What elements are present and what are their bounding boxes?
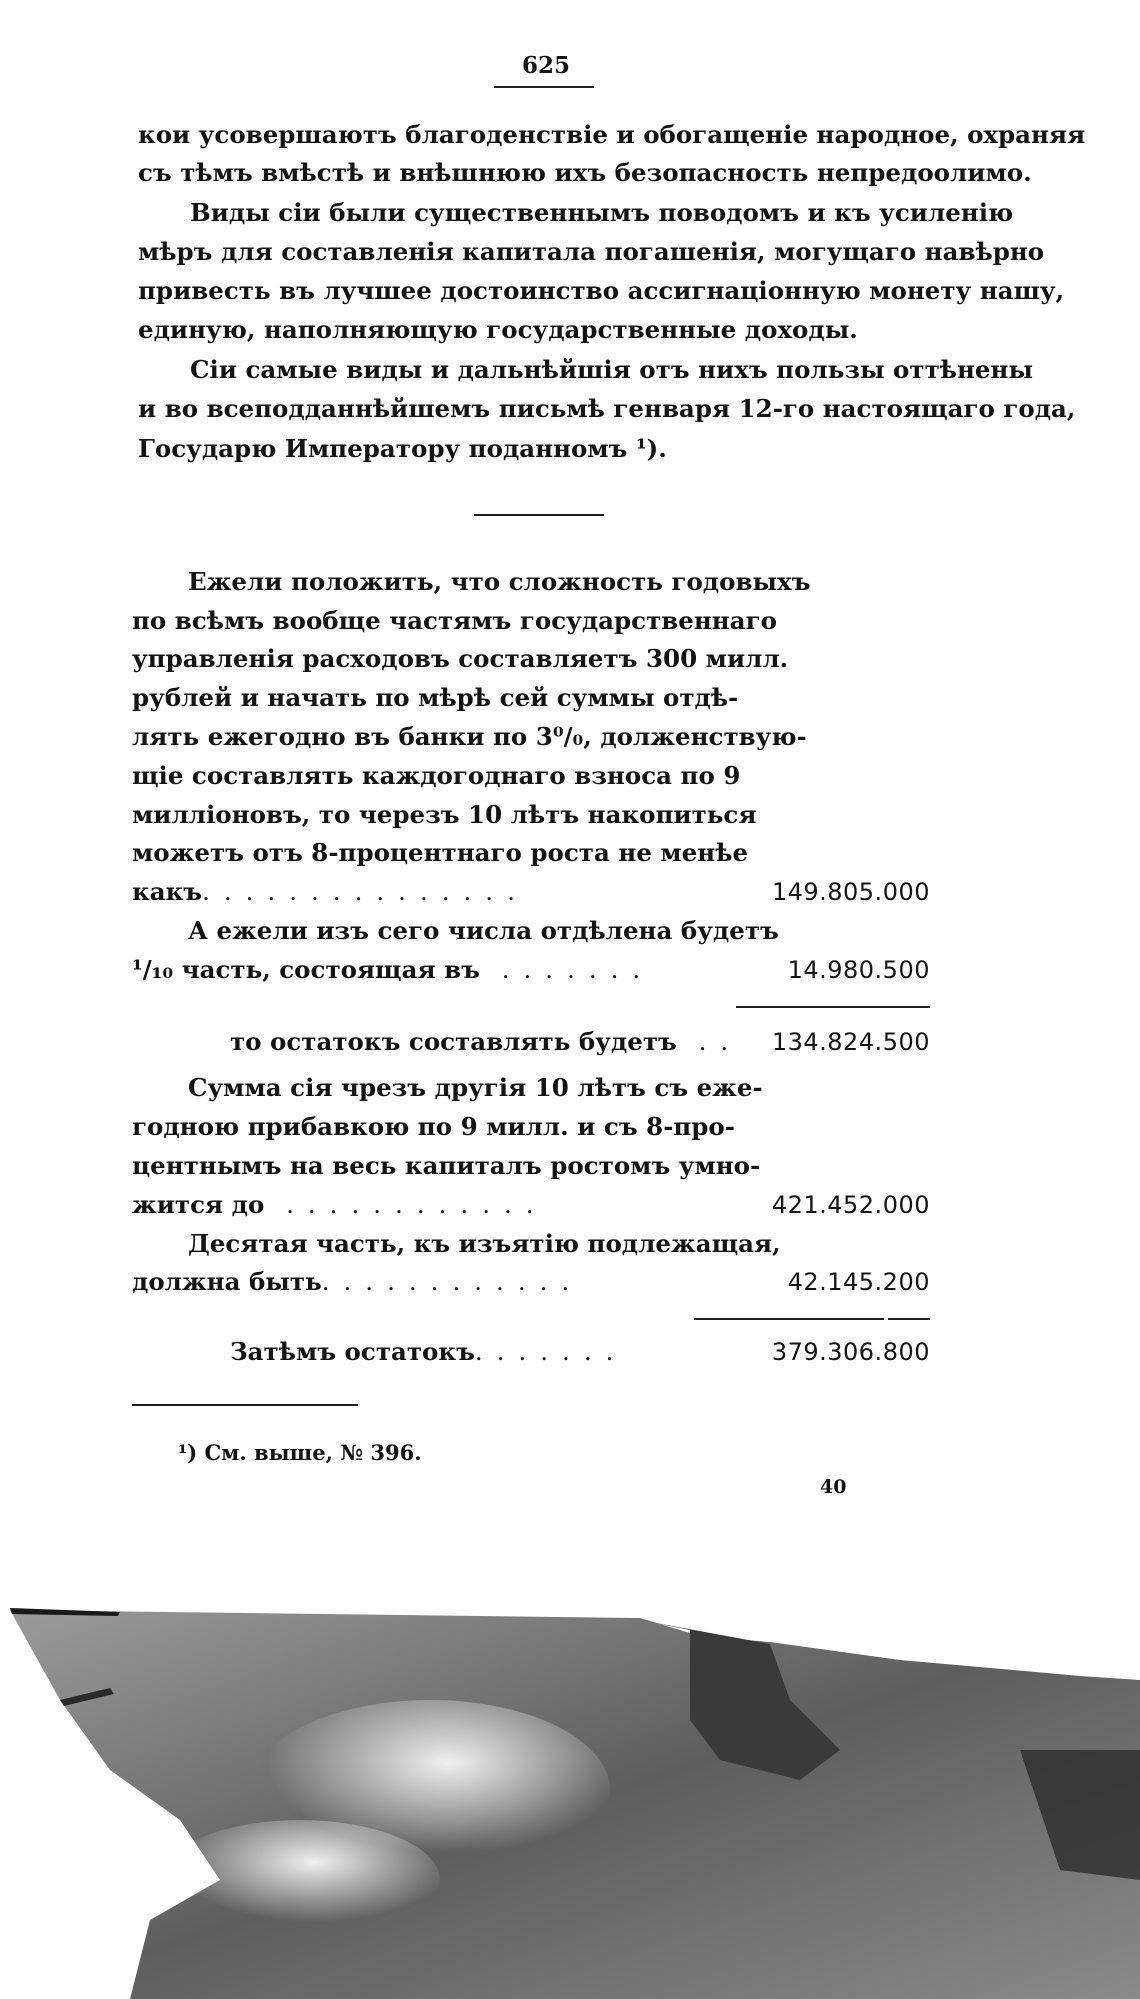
amount-2: 14.980.500 <box>787 956 930 984</box>
amount-4: 421.452.000 <box>771 1191 930 1219</box>
sheet-signature-mark: 40 <box>820 1476 847 1498</box>
calc-1-line-5: лять ежегодно въ банки по 3⁰/₀, долженствую- <box>132 722 807 751</box>
calc-1-final-text: какъ <box>132 877 203 906</box>
calc-2-final-line <box>132 953 698 987</box>
calc-4-line-1: Сумма сія чрезъ другія 10 лѣтъ съ еже- <box>188 1073 763 1102</box>
calc-2-line-1: А ежели изъ сего числа отдѣлена будетъ <box>188 916 779 945</box>
calc-1-line-1: Ежели положить, что сложность годовыхъ <box>188 567 811 596</box>
paragraph-3-line-3: Государю Императору поданномъ ¹). <box>138 434 667 463</box>
page-number-underline <box>494 86 594 88</box>
calc-3-text: то остатокъ составлять будетъ <box>230 1027 677 1056</box>
calc-4-line-3: центнымъ на весь капиталъ ростомъ умно- <box>132 1151 761 1180</box>
calc-5-line-1: Десятая часть, къ изъятію подлежащая, <box>188 1229 781 1258</box>
subtotal-rule <box>736 1006 930 1008</box>
page-number: 625 <box>521 52 570 79</box>
amount-1: 149.805.000 <box>771 878 930 906</box>
scan-shadow-artifact <box>0 1580 1140 1999</box>
paragraph-1-line-1: кои усовершаютъ благоденствіе и обогащеніе народное, охраняя <box>138 120 1086 149</box>
calc-1-line-8: можетъ отъ 8-процентнаго роста не менѣе <box>132 838 749 867</box>
footnote: ¹) См. выше, № 396. <box>178 1440 422 1465</box>
paragraph-2-line-2: мѣръ для составленія капитала погашенія, могущаго навѣрно <box>138 237 1045 266</box>
paragraph-3-line-2: и во всеподданнѣйшемъ письмѣ генваря 12-го настоящаго года, <box>138 394 1076 423</box>
calc-1-line-4: рублей и начать по мѣрѣ сей суммы отдѣ- <box>132 683 739 712</box>
calc-3-line <box>230 1025 743 1059</box>
calc-2-final-text: ¹/₁₀ часть, состоящая въ <box>132 955 480 984</box>
leader-dots: ....... <box>474 1337 628 1366</box>
total-rule-right <box>888 1318 930 1320</box>
calc-1-final-line <box>132 875 698 909</box>
paragraph-1-line-2: съ тѣмъ вмѣстѣ и внѣшнюю ихъ безопасность непредоолимо. <box>138 158 1032 187</box>
calc-1-line-6: щіе составлять каждогоднаго взноса по 9 <box>132 761 741 790</box>
paragraph-2-line-3: привесть въ лучшее достоинство ассигнаціонную монету нашу, <box>138 276 1065 305</box>
calc-1-line-2: по всѣмъ вообще частямъ государственнаго <box>132 606 777 635</box>
amount-3: 134.824.500 <box>771 1028 930 1056</box>
leader-dots: ....... <box>479 955 655 984</box>
calc-5-final-text: должна быть <box>132 1267 322 1296</box>
paragraph-3-line-1: Сіи самые виды и дальнѣйшія отъ нихъ пользы оттѣнены <box>190 355 1034 384</box>
calc-6-line <box>230 1335 698 1369</box>
section-divider <box>474 514 604 516</box>
amount-6: 379.306.800 <box>771 1338 930 1366</box>
calc-6-text: Затѣмъ остатокъ <box>230 1337 475 1366</box>
calc-1-line-7: милліоновъ, то черезъ 10 лѣтъ накопиться <box>132 800 757 829</box>
total-rule-left <box>694 1318 884 1320</box>
calc-4-final-line <box>132 1188 698 1222</box>
leader-dots: ............ <box>264 1190 548 1219</box>
leader-dots: .. <box>676 1027 743 1056</box>
paragraph-2-line-1: Виды сіи были существеннымъ поводомъ и къ усиленію <box>190 198 1014 227</box>
leader-dots: ............ <box>321 1267 584 1296</box>
calc-4-line-2: годною прибавкою по 9 милл. и съ 8-про- <box>132 1112 735 1141</box>
amount-5: 42.145.200 <box>787 1268 930 1296</box>
calc-4-final-text: жится до <box>132 1190 265 1219</box>
calc-1-line-3: управленія расходовъ составляетъ 300 милл. <box>132 644 789 673</box>
calc-5-final-line <box>132 1265 698 1299</box>
paragraph-2-line-4: единую, наполняющую государственные доходы. <box>138 315 858 344</box>
footnote-rule <box>132 1404 358 1406</box>
leader-dots: ............... <box>202 877 529 906</box>
